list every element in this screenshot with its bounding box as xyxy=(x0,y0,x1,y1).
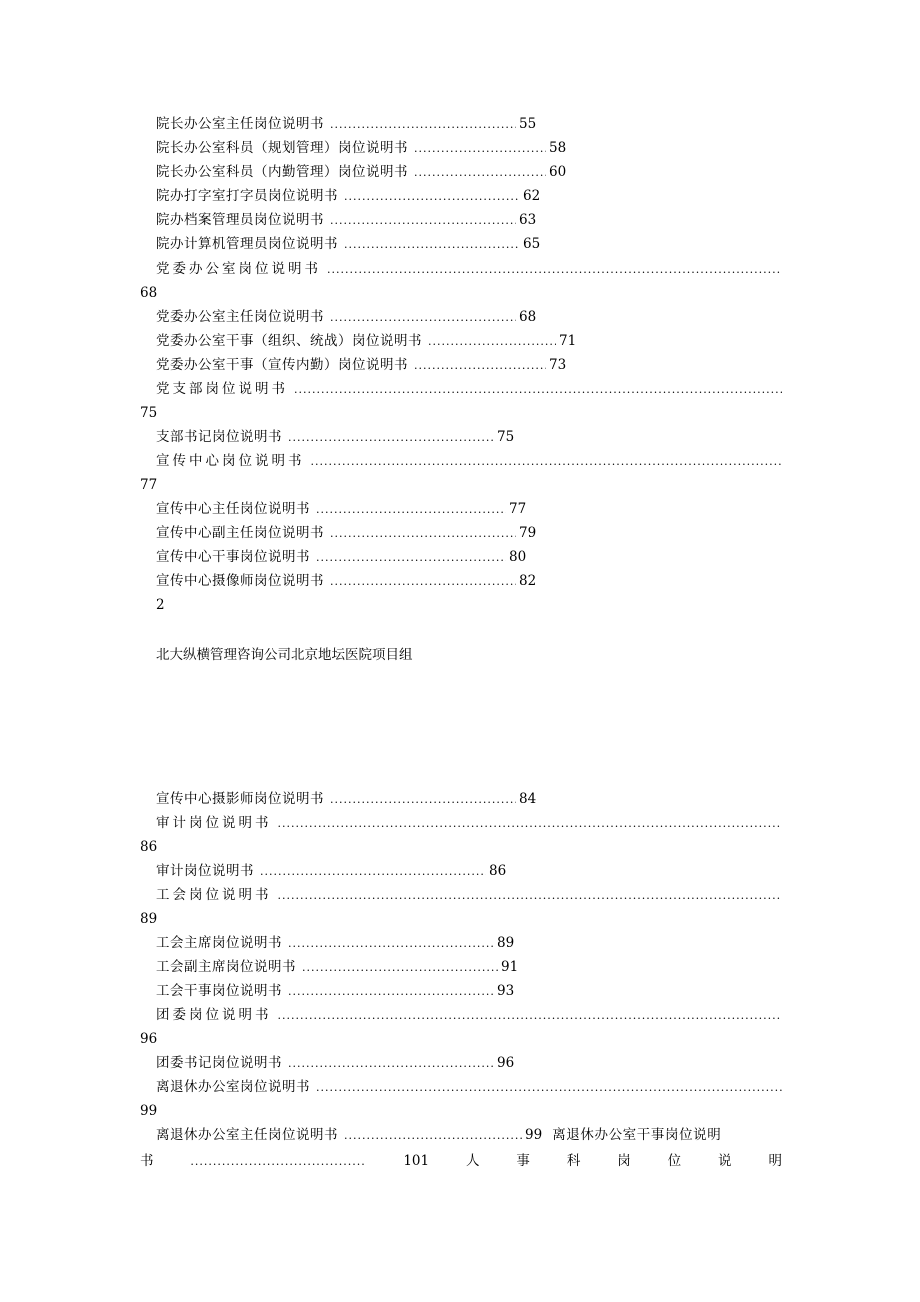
toc-page: 65 xyxy=(523,236,541,252)
toc-page-wrapped: 86 xyxy=(140,839,158,855)
toc-page: 73 xyxy=(549,357,567,373)
toc-section-entry xyxy=(156,814,782,833)
toc-label: 团委书记岗位说明书 xyxy=(156,1055,282,1071)
leader-dots xyxy=(414,140,546,158)
page-footer: 北大纵横管理咨询公司北京地坛医院项目组 xyxy=(156,647,413,663)
leader-dots xyxy=(316,549,506,567)
toc-page: 89 xyxy=(497,935,515,951)
leader-dots xyxy=(327,261,782,279)
toc-page: 55 xyxy=(519,116,537,132)
leader-dots xyxy=(330,525,516,543)
toc-entry xyxy=(156,115,536,134)
toc-entry xyxy=(156,862,506,881)
leader-dots xyxy=(330,791,516,809)
toc-page: 71 xyxy=(559,333,577,349)
toc-entry xyxy=(156,548,526,567)
toc-char: 事 xyxy=(516,1153,530,1169)
leader-dots xyxy=(330,573,516,591)
toc-label-continued: 离退休办公室干事岗位说明 xyxy=(552,1127,722,1143)
toc-label: 离退休办公室岗位说明书 xyxy=(156,1079,310,1095)
leader-dots xyxy=(316,501,506,519)
leader-dots xyxy=(278,815,783,833)
toc-label: 审计岗位说明书 xyxy=(156,863,254,879)
toc-page: 101 xyxy=(403,1153,430,1169)
toc-char: 明 xyxy=(768,1153,782,1169)
toc-char: 科 xyxy=(566,1153,581,1169)
toc-entry xyxy=(156,572,536,591)
toc-entry xyxy=(156,211,536,230)
toc-label: 宣传中心摄像师岗位说明书 xyxy=(156,573,324,589)
toc-entry xyxy=(156,187,540,206)
toc-label: 团委岗位说明书 xyxy=(156,1007,272,1023)
toc-page: 60 xyxy=(549,164,567,180)
toc-label: 宣传中心干事岗位说明书 xyxy=(156,549,310,565)
toc-label: 院办计算机管理员岗位说明书 xyxy=(156,236,338,252)
toc-label: 院办打字室打字员岗位说明书 xyxy=(156,188,338,204)
toc-page: 82 xyxy=(519,573,537,589)
toc-page: 96 xyxy=(497,1055,515,1071)
toc-page: 79 xyxy=(519,525,537,541)
toc-label: 党支部岗位说明书 xyxy=(156,381,288,397)
toc-label: 离退休办公室主任岗位说明书 xyxy=(156,1127,338,1143)
toc-entry xyxy=(156,139,566,158)
leader-dots xyxy=(294,381,782,399)
toc-page: 63 xyxy=(519,212,537,228)
leader-dots xyxy=(344,188,520,206)
toc-entry xyxy=(156,356,566,375)
leader-dots xyxy=(260,863,486,881)
toc-label: 党委办公室主任岗位说明书 xyxy=(156,309,324,325)
toc-page: 68 xyxy=(519,309,537,325)
toc-char: 人 xyxy=(466,1153,480,1169)
toc-section-entry xyxy=(156,1078,782,1097)
toc-char: 岗 xyxy=(617,1153,631,1169)
toc-page: 99 xyxy=(525,1127,543,1143)
toc-label: 党委办公室干事（组织、统战）岗位说明书 xyxy=(156,333,422,349)
toc-label: 院长办公室主任岗位说明书 xyxy=(156,116,324,132)
leader-dots xyxy=(288,429,494,447)
toc-page: 91 xyxy=(501,959,519,975)
toc-entry xyxy=(156,1054,514,1073)
toc-page: 58 xyxy=(549,140,567,156)
leader-dots xyxy=(311,453,783,471)
toc-page-wrapped: 99 xyxy=(140,1103,158,1119)
leader-dots xyxy=(278,887,783,905)
toc-entry xyxy=(156,235,540,254)
toc-entry xyxy=(156,982,514,1001)
toc-page-wrapped: 75 xyxy=(140,405,158,421)
toc-label: 宣传中心摄影师岗位说明书 xyxy=(156,791,324,807)
toc-label: 审计岗位说明书 xyxy=(156,815,272,831)
toc-entry xyxy=(156,958,518,977)
toc-page-wrapped: 68 xyxy=(140,285,158,301)
toc-justified-line xyxy=(140,1152,782,1171)
leader-dots xyxy=(428,333,556,351)
toc-entry xyxy=(156,332,576,351)
toc-label: 工会主席岗位说明书 xyxy=(156,935,282,951)
toc-label: 院长办公室科员（内勤管理）岗位说明书 xyxy=(156,164,408,180)
toc-label: 宣传中心副主任岗位说明书 xyxy=(156,525,324,541)
toc-label: 党委办公室干事（宣传内勤）岗位说明书 xyxy=(156,357,408,373)
leader-dots xyxy=(330,309,516,327)
toc-page: 75 xyxy=(497,429,515,445)
toc-page-wrapped: 77 xyxy=(140,477,158,493)
leader-dots xyxy=(344,1127,522,1145)
leader-dots xyxy=(330,116,516,134)
toc-page: 77 xyxy=(509,501,527,517)
toc-label: 工会干事岗位说明书 xyxy=(156,983,282,999)
toc-page: 84 xyxy=(519,791,537,807)
toc-label: 院办档案管理员岗位说明书 xyxy=(156,212,324,228)
toc-entry xyxy=(156,934,514,953)
toc-entry xyxy=(156,428,514,447)
toc-entry-justified xyxy=(156,1126,782,1145)
toc-label: 宣传中心岗位说明书 xyxy=(156,453,305,469)
toc-page: 80 xyxy=(509,549,527,565)
toc-section-entry xyxy=(156,260,782,279)
toc-char: 位 xyxy=(667,1153,682,1169)
leader-dots xyxy=(302,959,498,977)
toc-section-entry xyxy=(156,452,782,471)
leader-dots xyxy=(414,164,546,182)
leader-dots xyxy=(316,1079,782,1097)
toc-label: 工会岗位说明书 xyxy=(156,887,272,903)
toc-label: 工会副主席岗位说明书 xyxy=(156,959,296,975)
toc-section-entry xyxy=(156,380,782,399)
toc-char: 说 xyxy=(718,1153,732,1169)
toc-entry xyxy=(156,524,536,543)
toc-label-end: 书 xyxy=(140,1153,154,1169)
toc-page-wrapped: 96 xyxy=(140,1031,158,1047)
leader-dots xyxy=(414,357,546,375)
leader-dots xyxy=(288,1055,494,1073)
toc-label: 院长办公室科员（规划管理）岗位说明书 xyxy=(156,140,408,156)
toc-page: 93 xyxy=(497,983,515,999)
toc-label: 党委办公室岗位说明书 xyxy=(156,261,321,277)
leader-dots xyxy=(288,983,494,1001)
page-number: 2 xyxy=(156,597,165,613)
toc-entry xyxy=(156,790,536,809)
leader-dots xyxy=(344,236,520,254)
toc-section-entry xyxy=(156,886,782,905)
toc-page: 86 xyxy=(489,863,507,879)
toc-label: 支部书记岗位说明书 xyxy=(156,429,282,445)
toc-entry xyxy=(156,500,526,519)
leader-dots xyxy=(190,1153,366,1171)
toc-page-wrapped: 89 xyxy=(140,911,158,927)
toc-entry xyxy=(156,163,566,182)
leader-dots xyxy=(288,935,494,953)
toc-entry xyxy=(156,308,536,327)
toc-page: 62 xyxy=(523,188,541,204)
leader-dots xyxy=(278,1007,783,1025)
toc-label: 宣传中心主任岗位说明书 xyxy=(156,501,310,517)
leader-dots xyxy=(330,212,516,230)
toc-section-entry xyxy=(156,1006,782,1025)
